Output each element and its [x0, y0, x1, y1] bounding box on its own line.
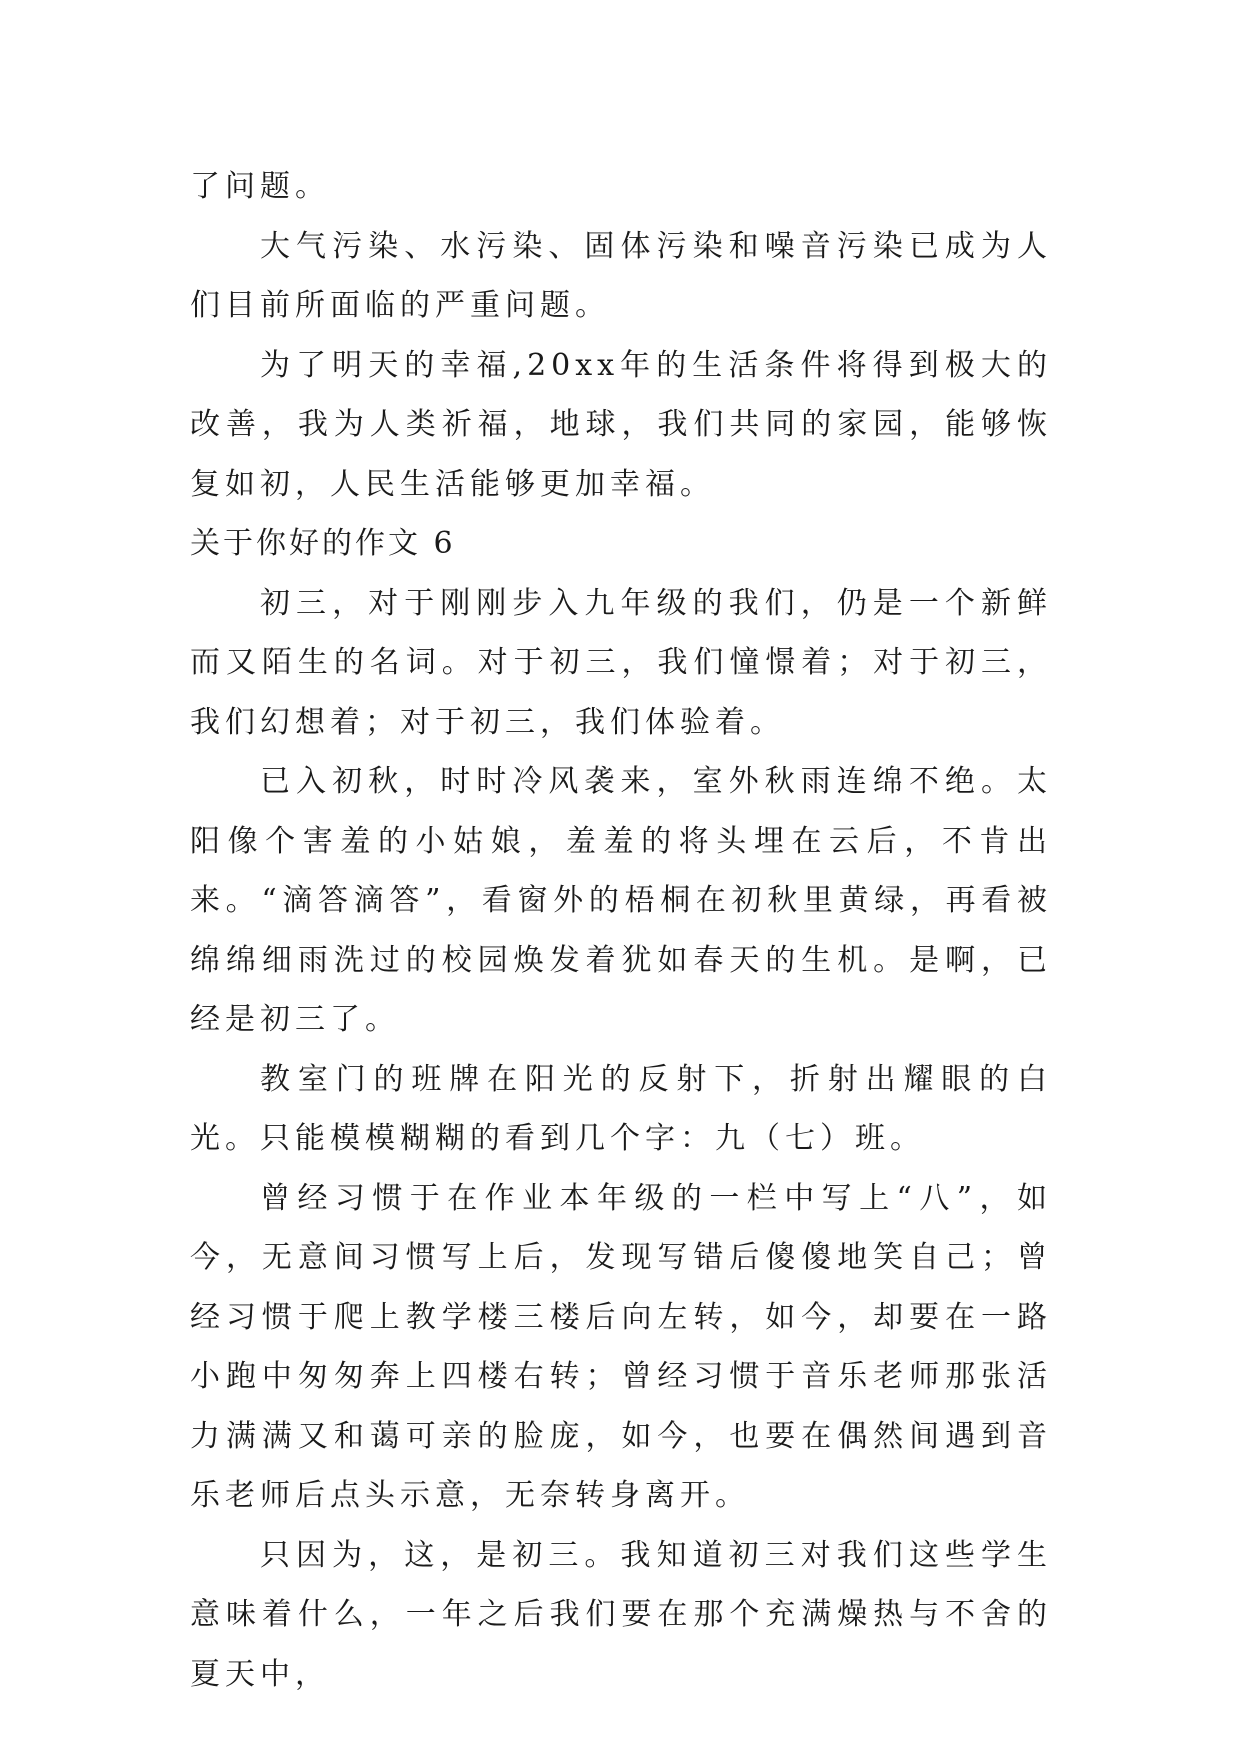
- paragraph-junior-three: 初三，对于刚刚步入九年级的我们，仍是一个新鲜而又陌生的名词。对于初三，我们憧憬着；对于初三，我们幻想着；对于初三，我们体验着。: [190, 585, 1052, 740]
- paragraph-class-sign: 教室门的班牌在阳光的反射下，折射出耀眼的白光。只能模模糊糊的看到几个字：九（七）班。: [190, 1061, 1052, 1156]
- essay-heading: 关于你好的作文 6: [190, 526, 456, 561]
- paragraph-habits: 曾经习惯于在作业本年级的一栏中写上“八”，如今，无意间习惯写上后，发现写错后傻傻地笑自己；曾经习惯于爬上教学楼三楼后向左转，如今，却要在一路小跑中匆匆奔上四楼右转；曾经习惯于音乐老师那张活力满满又和蔼可亲的脸庞，如今，也要在偶然间遇到音乐老师后点头示意，无奈转身离开。: [190, 1180, 1052, 1513]
- paragraph-autumn: 已入初秋，时时冷风袭来，室外秋雨连绵不绝。太阳像个害羞的小姑娘，羞羞的将头埋在云后，不肯出来。“滴答滴答”，看窗外的梧桐在初秋里黄绿，再看被绵绵细雨洗过的校园焕发着犹如春天的生机。是啊，已经是初三了。: [190, 764, 1052, 1037]
- document-body: [190, 157, 1052, 1704]
- paragraph-wish: 为了明天的幸福,20xx年的生活条件将得到极大的改善，我为人类祈福，地球，我们共同的家园，能够恢复如初，人民生活能够更加幸福。: [190, 347, 1052, 502]
- paragraph-because: 只因为，这，是初三。我知道初三对我们这些学生意味着什么，一年之后我们要在那个充满燥热与不舍的夏天中，: [190, 1537, 1052, 1692]
- paragraph-continuation: 了问题。: [190, 169, 330, 204]
- paragraph-pollution: 大气污染、水污染、固体污染和噪音污染已成为人们目前所面临的严重问题。: [190, 228, 1052, 323]
